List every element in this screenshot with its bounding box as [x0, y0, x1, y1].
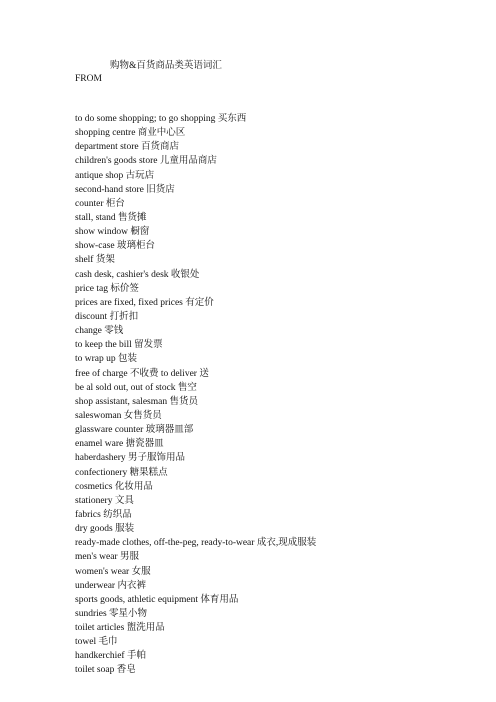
vocabulary-entry: children's goods store 儿童用品商店	[75, 156, 217, 167]
vocabulary-entry: to wrap up 包装	[75, 354, 138, 365]
vocabulary-entry: be al sold out, out of stock 售空	[75, 382, 197, 393]
vocabulary-entry: antique shop 古玩店	[75, 170, 155, 181]
vocabulary-entry: stationery 文具	[75, 495, 134, 506]
vocabulary-entry: change 零钱	[75, 326, 124, 337]
vocabulary-entry: sundries 零星小物	[75, 608, 148, 619]
vocabulary-entry: toilet soap 香皂	[75, 665, 136, 676]
vocabulary-entry: dry goods 服装	[75, 524, 135, 535]
vocabulary-entry: counter 柜台	[75, 198, 125, 209]
vocabulary-entry: to keep the bill 留发票	[75, 340, 163, 351]
source-label: FROM	[75, 74, 102, 84]
vocabulary-entry: second-hand store 旧货店	[75, 184, 175, 195]
vocabulary-entry: fabrics 纺织品	[75, 509, 132, 520]
vocabulary-list	[75, 112, 316, 678]
vocabulary-entry: glassware counter 玻璃器皿部	[75, 425, 194, 436]
vocabulary-entry: shelf 货架	[75, 255, 115, 266]
vocabulary-entry: ready-made clothes, off-the-peg, ready-to-wear 成衣,现成服装	[75, 538, 317, 549]
vocabulary-entry: shopping centre 商业中心区	[75, 128, 186, 139]
vocabulary-entry: toilet articles 盥洗用品	[75, 623, 165, 634]
vocabulary-entry: confectionery 糖果糕点	[75, 467, 168, 478]
vocabulary-entry: to do some shopping; to go shopping 买东西	[75, 114, 247, 124]
vocabulary-entry: cash desk, cashier's desk 收银处	[75, 269, 200, 280]
vocabulary-entry: handkerchief 手帕	[75, 651, 146, 662]
vocabulary-entry: women's wear 女服	[75, 566, 151, 577]
document-title: 购物&百货商品类英语词汇	[110, 61, 222, 71]
vocabulary-entry: free of charge 不收费 to deliver 送	[75, 368, 209, 379]
vocabulary-entry: stall, stand 售货摊	[75, 212, 147, 223]
vocabulary-entry: haberdashery 男子服饰用品	[75, 453, 186, 464]
vocabulary-entry: sports goods, athletic equipment 体育用品	[75, 594, 239, 605]
vocabulary-entry: discount 打折扣	[75, 311, 139, 322]
vocabulary-entry: show-case 玻璃柜台	[75, 241, 155, 252]
vocabulary-entry: enamel ware 搪瓷器皿	[75, 439, 164, 450]
vocabulary-entry: underwear 内衣裤	[75, 580, 146, 591]
vocabulary-entry: cosmetics 化妆用品	[75, 481, 153, 492]
vocabulary-entry: shop assistant, salesman 售货员	[75, 396, 198, 407]
vocabulary-entry: saleswoman 女售货员	[75, 410, 162, 421]
vocabulary-entry: department store 百货商店	[75, 142, 179, 153]
vocabulary-entry: towel 毛巾	[75, 637, 118, 648]
vocabulary-entry: show window 橱窗	[75, 227, 150, 238]
vocabulary-entry: prices are fixed, fixed prices 有定价	[75, 297, 214, 308]
vocabulary-entry: price tag 标价签	[75, 283, 139, 294]
vocabulary-entry: men's wear 男服	[75, 552, 139, 563]
